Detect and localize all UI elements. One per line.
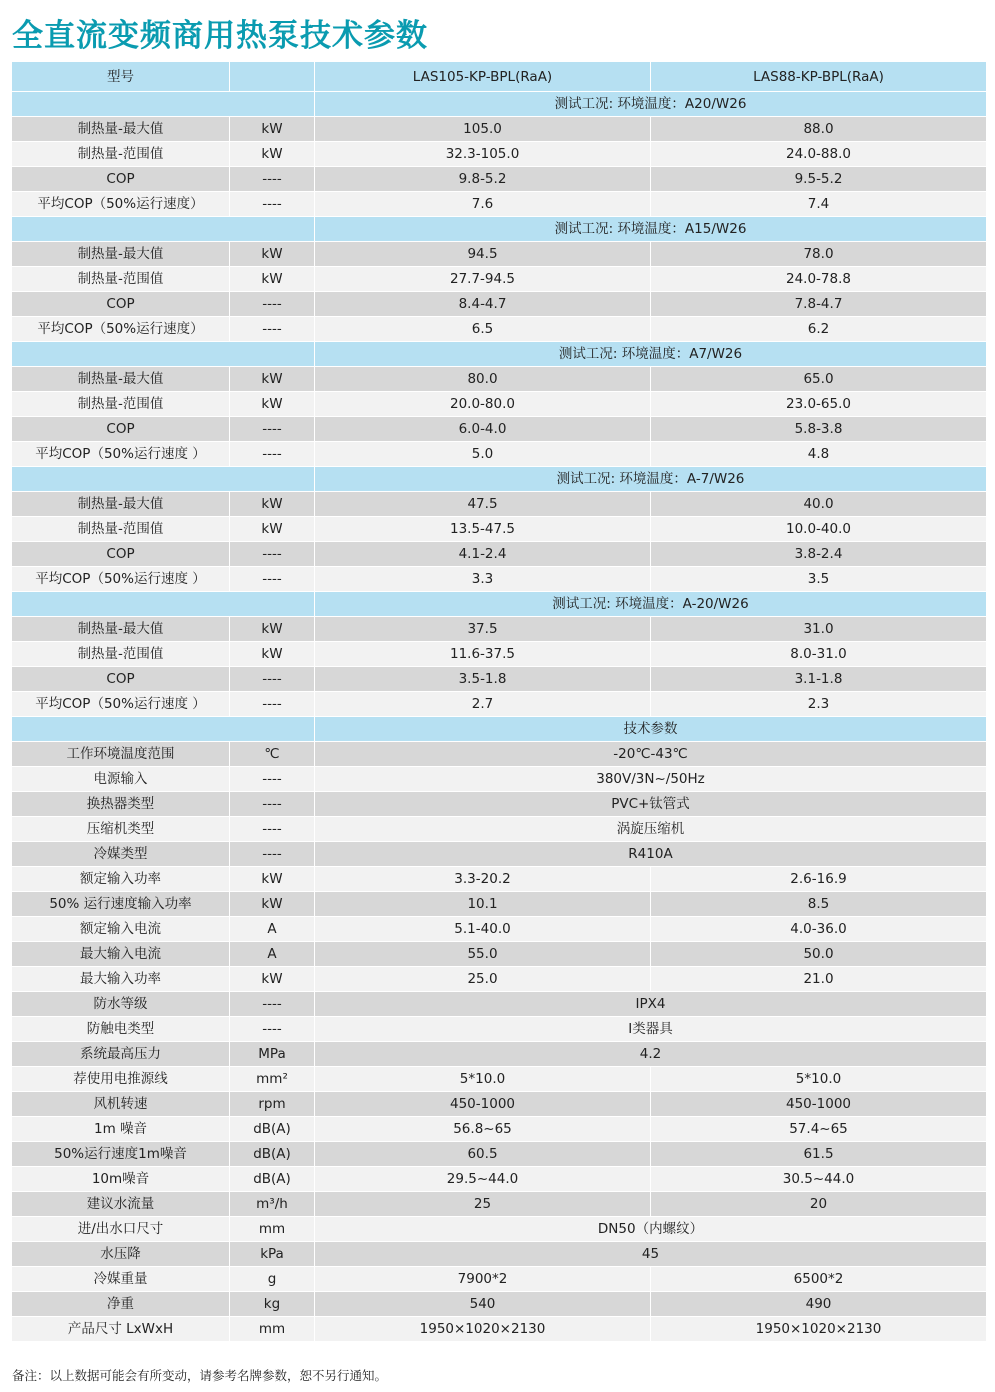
table-row [12,442,987,467]
value-b-cell: 3.5 [651,567,987,592]
value-b-cell: 23.0-65.0 [651,392,987,417]
value-a-cell: 7.6 [315,192,651,217]
unit-cell: m³/h [230,1192,315,1217]
section-header-row [12,342,987,367]
table-row [12,192,987,217]
table-row [12,517,987,542]
section-title-cell: 测试工况: 环境温度：A20/W26 [315,92,987,117]
unit-cell: kW [230,492,315,517]
merged-value-cell: 4.2 [315,1042,987,1067]
value-a-cell: 55.0 [315,942,651,967]
value-a-cell: 7900*2 [315,1267,651,1292]
param-label-cell: 1m 噪音 [12,1117,230,1142]
table-row [12,417,987,442]
unit-cell: ---- [230,792,315,817]
value-a-cell: 29.5~44.0 [315,1167,651,1192]
table-row [12,242,987,267]
param-label-cell: COP [12,167,230,192]
param-label-cell: 10m噪音 [12,1167,230,1192]
param-label-cell: 制热量-最大值 [12,617,230,642]
merged-value-cell: DN50（内螺纹） [315,1217,987,1242]
param-label-cell: 净重 [12,1292,230,1317]
table-row [12,167,987,192]
value-a-cell: 5.1-40.0 [315,917,651,942]
table-row [12,967,987,992]
unit-cell: ---- [230,767,315,792]
table-row [12,817,987,842]
param-label-cell: 制热量-范围值 [12,267,230,292]
value-a-cell: 32.3-105.0 [315,142,651,167]
unit-cell: dB(A) [230,1167,315,1192]
param-label-cell: 进/出水口尺寸 [12,1217,230,1242]
table-row [12,867,987,892]
value-a-cell: 20.0-80.0 [315,392,651,417]
merged-value-cell: PVC+钛管式 [315,792,987,817]
value-a-cell: 5.0 [315,442,651,467]
unit-cell: ---- [230,417,315,442]
unit-cell: MPa [230,1042,315,1067]
value-b-cell: 6.2 [651,317,987,342]
param-label-cell: 压缩机类型 [12,817,230,842]
unit-cell: ---- [230,817,315,842]
value-b-cell: 78.0 [651,242,987,267]
table-row [12,1267,987,1292]
param-label-cell: 额定输入功率 [12,867,230,892]
section-header-row [12,92,987,117]
param-label-cell: 制热量-最大值 [12,242,230,267]
table-row [12,1217,987,1242]
value-b-cell: 8.0-31.0 [651,642,987,667]
table-row [12,1142,987,1167]
table-row [12,642,987,667]
unit-cell: ℃ [230,742,315,767]
param-label-cell: 制热量-范围值 [12,517,230,542]
value-a-cell: 105.0 [315,117,651,142]
value-b-cell: 24.0-78.8 [651,267,987,292]
unit-cell: kW [230,892,315,917]
param-label-cell: 建议水流量 [12,1192,230,1217]
param-label-cell: 水压降 [12,1242,230,1267]
table-row [12,942,987,967]
param-label-cell: 最大输入功率 [12,967,230,992]
table-row [12,1017,987,1042]
param-label-cell: 平均COP（50%运行速度） [12,317,230,342]
header-row [12,62,987,92]
param-label-cell: 工作环境温度范围 [12,742,230,767]
value-a-cell: 47.5 [315,492,651,517]
unit-cell: kPa [230,1242,315,1267]
unit-cell: dB(A) [230,1142,315,1167]
section-header-blank [12,217,315,242]
table-row [12,1042,987,1067]
value-a-cell: 11.6-37.5 [315,642,651,667]
param-label-cell: 电源输入 [12,767,230,792]
param-label-cell: 冷媒重量 [12,1267,230,1292]
merged-value-cell: -20℃-43℃ [315,742,987,767]
param-label-cell: COP [12,542,230,567]
unit-cell: ---- [230,992,315,1017]
table-row [12,617,987,642]
value-b-cell: 20 [651,1192,987,1217]
unit-cell: kW [230,142,315,167]
value-b-cell: 2.6-16.9 [651,867,987,892]
value-a-cell: 13.5-47.5 [315,517,651,542]
value-a-cell: 94.5 [315,242,651,267]
unit-cell: kg [230,1292,315,1317]
value-b-cell: 5.8-3.8 [651,417,987,442]
unit-cell: mm [230,1317,315,1342]
unit-cell: ---- [230,1017,315,1042]
table-row [12,1167,987,1192]
param-label-cell: 防水等级 [12,992,230,1017]
unit-cell: kW [230,617,315,642]
value-a-cell: 25.0 [315,967,651,992]
value-b-cell: 24.0-88.0 [651,142,987,167]
table-row [12,1067,987,1092]
unit-cell: dB(A) [230,1117,315,1142]
table-row [12,792,987,817]
table-row [12,917,987,942]
table-row [12,1292,987,1317]
model-a-cell: LAS105-KP-BPL(RaA) [315,62,651,92]
value-a-cell: 2.7 [315,692,651,717]
value-b-cell: 2.3 [651,692,987,717]
param-label-cell: 制热量-最大值 [12,367,230,392]
param-label-cell: 系统最高压力 [12,1042,230,1067]
section-title-cell: 测试工况: 环境温度：A15/W26 [315,217,987,242]
spec-table-body [12,62,987,1342]
value-a-cell: 80.0 [315,367,651,392]
value-b-cell: 8.5 [651,892,987,917]
unit-cell: ---- [230,442,315,467]
value-b-cell: 9.5-5.2 [651,167,987,192]
param-label-cell: COP [12,292,230,317]
param-label-cell: 防触电类型 [12,1017,230,1042]
merged-value-cell: R410A [315,842,987,867]
value-b-cell: 40.0 [651,492,987,517]
table-row [12,992,987,1017]
value-b-cell: 3.8-2.4 [651,542,987,567]
param-label-cell: 制热量-最大值 [12,492,230,517]
unit-cell: g [230,1267,315,1292]
table-row [12,292,987,317]
param-label-cell: 最大输入电流 [12,942,230,967]
value-b-cell: 1950×1020×2130 [651,1317,987,1342]
unit-cell: kW [230,642,315,667]
value-a-cell: 37.5 [315,617,651,642]
value-b-cell: 4.0-36.0 [651,917,987,942]
table-row [12,542,987,567]
section-header-blank [12,717,315,742]
value-b-cell: 10.0-40.0 [651,517,987,542]
unit-cell: mm [230,1217,315,1242]
value-a-cell: 5*10.0 [315,1067,651,1092]
param-label-cell: 平均COP（50%运行速度 ） [12,567,230,592]
unit-cell: ---- [230,667,315,692]
value-a-cell: 27.7-94.5 [315,267,651,292]
value-a-cell: 450-1000 [315,1092,651,1117]
param-label-cell: COP [12,667,230,692]
value-a-cell: 4.1-2.4 [315,542,651,567]
param-label-cell: 换热器类型 [12,792,230,817]
value-b-cell: 490 [651,1292,987,1317]
table-row [12,492,987,517]
merged-value-cell: 涡旋压缩机 [315,817,987,842]
value-a-cell: 3.3 [315,567,651,592]
unit-cell: ---- [230,842,315,867]
param-label-cell: 额定输入电流 [12,917,230,942]
param-label-cell: 平均COP（50%运行速度 ） [12,692,230,717]
unit-cell: kW [230,367,315,392]
value-a-cell: 1950×1020×2130 [315,1317,651,1342]
table-row [12,692,987,717]
param-label-cell: 制热量-最大值 [12,117,230,142]
value-a-cell: 10.1 [315,892,651,917]
section-header-blank [12,92,315,117]
section-header-blank [12,592,315,617]
unit-cell: kW [230,967,315,992]
param-label-cell: 制热量-范围值 [12,642,230,667]
param-label-cell: 产品尺寸 LxWxH [12,1317,230,1342]
model-b-cell: LAS88-KP-BPL(RaA) [651,62,987,92]
param-label-cell: 荐使用电推源线 [12,1067,230,1092]
table-row [12,742,987,767]
value-b-cell: 3.1-1.8 [651,667,987,692]
value-a-cell: 8.4-4.7 [315,292,651,317]
unit-cell: A [230,917,315,942]
merged-value-cell: I类器具 [315,1017,987,1042]
table-row [12,1092,987,1117]
unit-cell: kW [230,267,315,292]
value-a-cell: 3.5-1.8 [315,667,651,692]
table-row [12,267,987,292]
table-row [12,1192,987,1217]
section-title-cell: 测试工况: 环境温度：A7/W26 [315,342,987,367]
param-label-cell: COP [12,417,230,442]
page-title: 全直流变频商用热泵技术参数 [12,18,428,54]
unit-cell: rpm [230,1092,315,1117]
value-a-cell: 6.0-4.0 [315,417,651,442]
param-label-cell: 50%运行速度1m噪音 [12,1142,230,1167]
merged-value-cell: 380V/3N~/50Hz [315,767,987,792]
value-b-cell: 450-1000 [651,1092,987,1117]
unit-cell: ---- [230,567,315,592]
spec-table [11,61,987,1342]
value-a-cell: 56.8~65 [315,1117,651,1142]
param-label-cell: 平均COP（50%运行速度 ） [12,442,230,467]
section-header-row [12,467,987,492]
section-title-cell: 技术参数 [315,717,987,742]
table-row [12,1117,987,1142]
merged-value-cell: IPX4 [315,992,987,1017]
table-row [12,392,987,417]
section-header-row [12,217,987,242]
value-a-cell: 540 [315,1292,651,1317]
footnote: 备注：以上数据可能会有所变动，请参考名牌参数，恕不另行通知。 [12,1368,388,1383]
section-header-row [12,592,987,617]
unit-cell: kW [230,117,315,142]
value-b-cell: 21.0 [651,967,987,992]
param-label-cell: 50% 运行速度输入功率 [12,892,230,917]
value-a-cell: 9.8-5.2 [315,167,651,192]
section-header-blank [12,467,315,492]
unit-cell: kW [230,517,315,542]
unit-label-cell [230,62,315,92]
table-row [12,117,987,142]
value-a-cell: 25 [315,1192,651,1217]
value-b-cell: 61.5 [651,1142,987,1167]
unit-cell: ---- [230,292,315,317]
value-a-cell: 60.5 [315,1142,651,1167]
table-row [12,767,987,792]
unit-cell: ---- [230,317,315,342]
table-row [12,1317,987,1342]
param-label-cell: 制热量-范围值 [12,392,230,417]
value-b-cell: 30.5~44.0 [651,1167,987,1192]
table-row [12,567,987,592]
unit-cell: mm² [230,1067,315,1092]
section-header-blank [12,342,315,367]
value-b-cell: 4.8 [651,442,987,467]
value-b-cell: 57.4~65 [651,1117,987,1142]
param-label-cell: 制热量-范围值 [12,142,230,167]
merged-value-cell: 45 [315,1242,987,1267]
value-b-cell: 50.0 [651,942,987,967]
value-b-cell: 6500*2 [651,1267,987,1292]
value-b-cell: 31.0 [651,617,987,642]
value-b-cell: 88.0 [651,117,987,142]
value-b-cell: 7.8-4.7 [651,292,987,317]
unit-cell: kW [230,392,315,417]
unit-cell: kW [230,867,315,892]
table-row [12,1242,987,1267]
param-label-cell: 冷媒类型 [12,842,230,867]
value-b-cell: 5*10.0 [651,1067,987,1092]
value-a-cell: 6.5 [315,317,651,342]
table-row [12,667,987,692]
unit-cell: A [230,942,315,967]
unit-cell: kW [230,242,315,267]
table-row [12,892,987,917]
table-row [12,317,987,342]
param-label-cell: 平均COP（50%运行速度） [12,192,230,217]
value-a-cell: 3.3-20.2 [315,867,651,892]
unit-cell: ---- [230,167,315,192]
model-label-cell: 型号 [12,62,230,92]
table-row [12,142,987,167]
unit-cell: ---- [230,192,315,217]
param-label-cell: 风机转速 [12,1092,230,1117]
unit-cell: ---- [230,692,315,717]
unit-cell: ---- [230,542,315,567]
section-title-cell: 测试工况: 环境温度：A-7/W26 [315,467,987,492]
tech-header-row [12,717,987,742]
table-row [12,842,987,867]
value-b-cell: 7.4 [651,192,987,217]
table-row [12,367,987,392]
section-title-cell: 测试工况: 环境温度：A-20/W26 [315,592,987,617]
value-b-cell: 65.0 [651,367,987,392]
